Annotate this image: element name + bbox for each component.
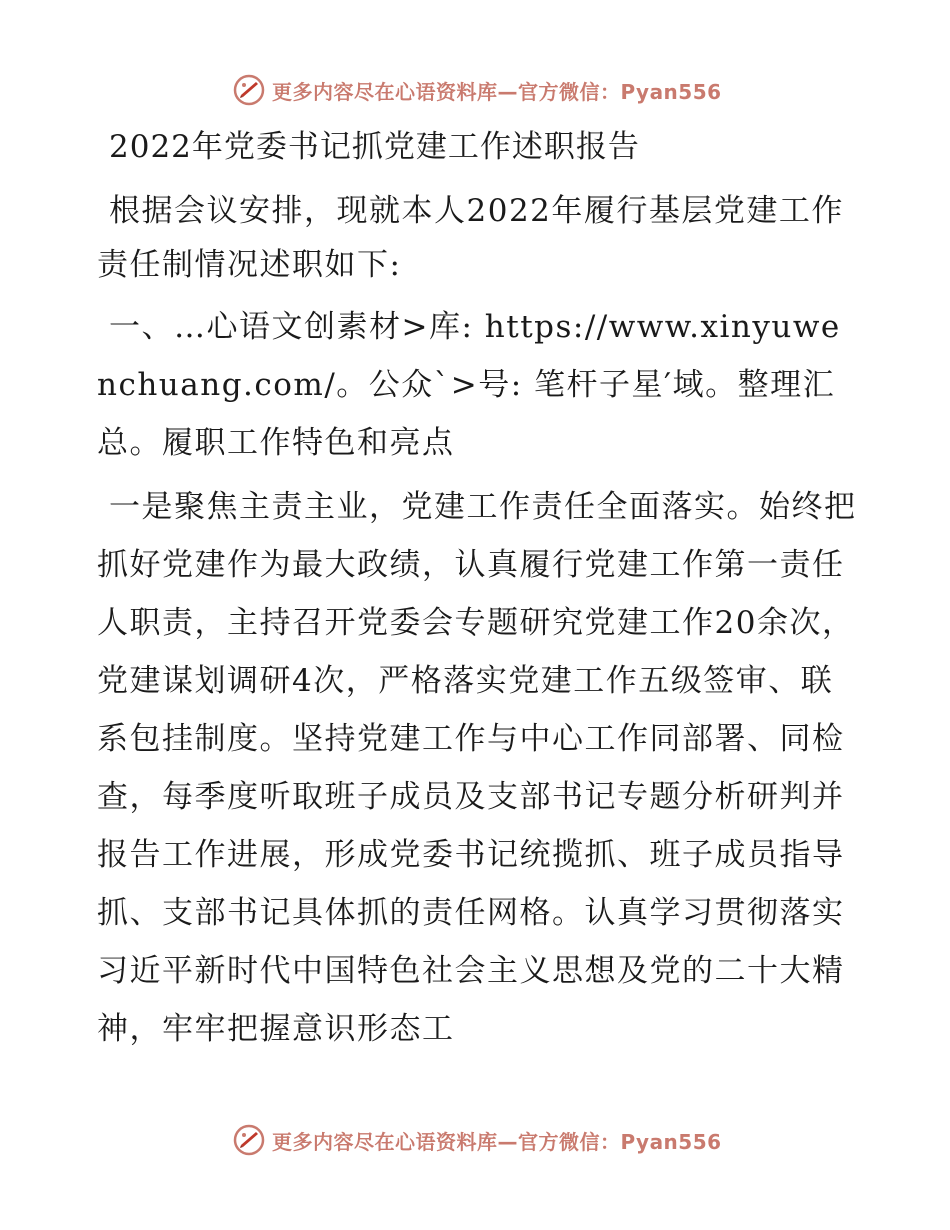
document-body — [97, 122, 857, 1064]
paragraph-point-one: 一是聚焦主责主业，党建工作责任全面落实。始终把抓好党建作为最大政绩，认真履行党建工作第一责任人职责，主持召开党委会专题研究党建工作20余次，党建谋划调研4次，严格落实党建工作五级签审、联系包挂制度。坚持党建工作与中心工作同部署、同检查，每季度听取班子成员及支部书记专题分析研判并报告工作进展，形成党委书记统揽抓、班子成员指导抓、支部书记具体抓的责任网格。认真学习贯彻落实习近平新时代中国特色社会主义思想及党的二十大精神，牢牢把握意识形态工 — [97, 489, 857, 1047]
header-watermark-text: 更多内容尽在心语资料库—官方微信：Pyan556 — [272, 79, 722, 104]
footer-watermark-banner — [232, 1120, 722, 1160]
header-watermark-banner — [232, 70, 722, 110]
paragraph-section-one: 一、…心语文创素材>库: https://www.xinyuwenchuang.com/。公众`>号: 笔杆子星′域。整理汇总。履职工作特色和亮点 — [97, 309, 841, 461]
paragraph-intro: 根据会议安排，现就本人2022年履行基层党建工作责任制情况述职如下: — [97, 193, 844, 283]
document-title: 2022年党委书记抓党建工作述职报告 — [109, 129, 640, 165]
brand-logo-icon — [232, 73, 266, 107]
footer-watermark-text: 更多内容尽在心语资料库—官方微信：Pyan556 — [272, 1129, 722, 1154]
brand-logo-icon — [232, 1123, 266, 1157]
